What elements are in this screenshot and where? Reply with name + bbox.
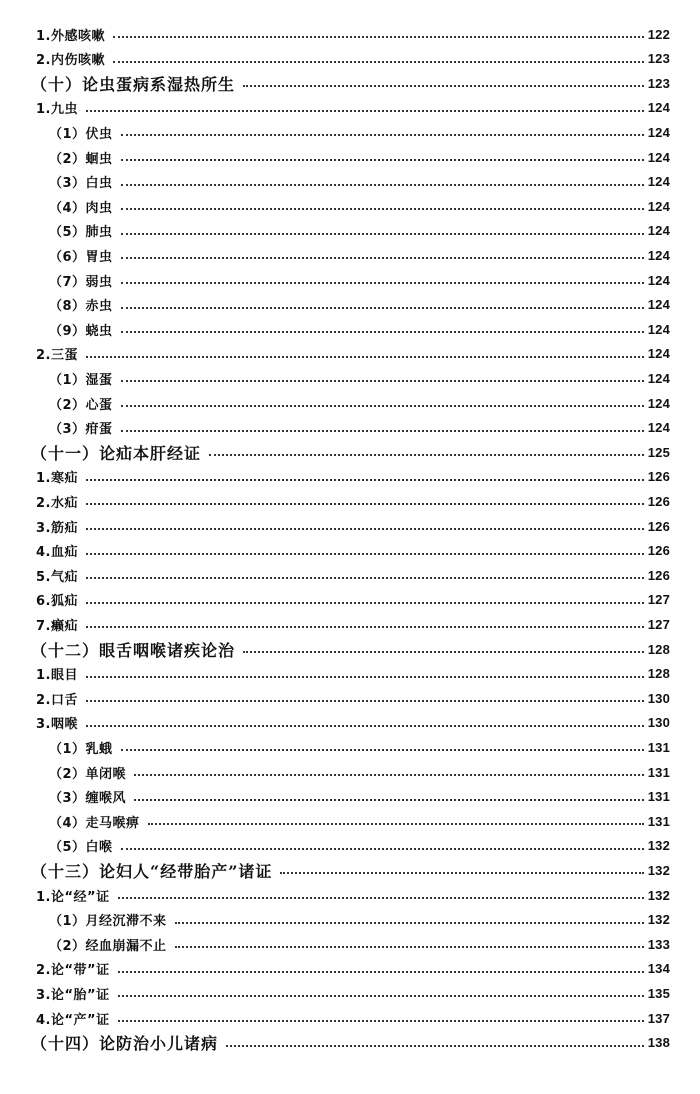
toc-entry	[0, 539, 700, 563]
toc-page-number: 132	[647, 912, 670, 928]
toc-entry	[0, 170, 700, 194]
dot-leader	[121, 749, 644, 751]
toc-entry-title: （7）弱虫	[49, 274, 113, 290]
toc-page-number: 124	[647, 297, 670, 313]
toc-entry	[0, 612, 700, 636]
dot-leader	[121, 208, 644, 210]
toc-page-number: 124	[647, 420, 670, 436]
toc-page-number: 124	[647, 346, 670, 362]
toc-entry-title: （6）胃虫	[49, 249, 113, 265]
toc-entry-title: （1）乳蛾	[49, 741, 113, 757]
toc-page-number: 124	[647, 149, 670, 165]
dot-leader	[113, 36, 644, 38]
toc-entry-title: （十三）论妇人“经带胎产”诸证	[31, 861, 273, 881]
dot-leader	[121, 380, 644, 382]
dot-leader	[86, 602, 644, 604]
toc-entry-title: （3）白虫	[49, 176, 113, 192]
toc-section-heading	[0, 71, 700, 95]
dot-leader	[134, 799, 644, 801]
toc-entry-title: 3.论“胎”证	[36, 987, 110, 1003]
toc-entry-title: （2）单闭喉	[49, 766, 127, 782]
dot-leader	[113, 61, 644, 63]
toc-entry-title: （5）肺虫	[49, 225, 113, 241]
toc-page-number: 128	[647, 666, 670, 682]
dot-leader	[121, 233, 644, 235]
toc-entry	[0, 1006, 700, 1030]
toc-entry	[0, 317, 700, 341]
toc-page-number: 124	[647, 100, 670, 116]
toc-entry-title: （2）心蛋	[49, 397, 113, 413]
toc-page-number: 124	[647, 198, 670, 214]
toc-page-number: 124	[647, 395, 670, 411]
toc-page-number: 127	[647, 616, 670, 632]
toc-entry-title: 6.狐疝	[36, 594, 78, 610]
dot-leader	[280, 872, 643, 874]
toc-page-number: 126	[647, 567, 670, 583]
toc-entry-title: 1.外感咳嗽	[36, 28, 105, 44]
toc-page-number: 133	[647, 936, 670, 952]
dot-leader	[118, 1020, 644, 1022]
toc-entry-title: （十）论虫蛋病系湿热所生	[31, 74, 236, 94]
toc-page-number: 122	[647, 26, 670, 42]
toc-entry	[0, 22, 700, 46]
dot-leader	[86, 577, 644, 579]
toc-page-number: 124	[647, 272, 670, 288]
toc-entry	[0, 293, 700, 317]
toc-page-number: 126	[647, 493, 670, 509]
toc-entry	[0, 120, 700, 144]
toc-page-number: 130	[647, 715, 670, 731]
toc-entry	[0, 760, 700, 784]
dot-leader	[121, 848, 644, 850]
toc-page-number: 130	[647, 690, 670, 706]
toc-entry-title: （3）缠喉风	[49, 791, 127, 807]
toc-page-number: 132	[647, 862, 670, 878]
dot-leader	[226, 1045, 644, 1047]
toc-entry	[0, 342, 700, 366]
toc-entry	[0, 489, 700, 513]
dot-leader	[86, 700, 644, 702]
dot-leader	[118, 897, 644, 899]
dot-leader	[175, 946, 644, 948]
dot-leader	[134, 774, 644, 776]
toc-page-number: 124	[647, 124, 670, 140]
toc-entry-title: 2.内伤咳嗽	[36, 53, 105, 69]
toc-entry-title: 3.筋疝	[36, 520, 78, 536]
toc-entry-title: 1.眼目	[36, 668, 78, 684]
toc-entry-title: 1.论“经”证	[36, 889, 110, 905]
toc-section-heading	[0, 858, 700, 882]
toc-entry	[0, 981, 700, 1005]
toc-entry-title: （2）蛔虫	[49, 151, 113, 167]
dot-leader	[243, 85, 644, 87]
toc-entry-title: 2.论“带”证	[36, 963, 110, 979]
dot-leader	[86, 528, 644, 530]
toc-entry-title: （2）经血崩漏不止	[49, 938, 167, 954]
toc-entry	[0, 563, 700, 587]
toc-entry	[0, 809, 700, 833]
toc-entry-title: 2.水疝	[36, 495, 78, 511]
toc-entry	[0, 219, 700, 243]
dot-leader	[86, 110, 644, 112]
dot-leader	[121, 257, 644, 259]
dot-leader	[121, 331, 644, 333]
toc-entry-title: （8）赤虫	[49, 299, 113, 315]
toc-entry-title: （4）肉虫	[49, 200, 113, 216]
toc-entry	[0, 883, 700, 907]
toc-entry	[0, 686, 700, 710]
toc-entry	[0, 194, 700, 218]
toc-page-number: 132	[647, 838, 670, 854]
toc-entry	[0, 662, 700, 686]
dot-leader	[243, 651, 644, 653]
dot-leader	[86, 626, 644, 628]
toc-page-number: 128	[647, 641, 670, 657]
dot-leader	[121, 184, 644, 186]
toc-entry-title: （1）月经沉滞不来	[49, 914, 167, 930]
toc-page-number: 124	[647, 223, 670, 239]
toc-entry	[0, 465, 700, 489]
toc-page-number: 131	[647, 764, 670, 780]
toc-section-heading	[0, 637, 700, 661]
dot-leader	[121, 430, 644, 432]
toc-entry	[0, 957, 700, 981]
toc-entry	[0, 711, 700, 735]
toc-page-number: 126	[647, 469, 670, 485]
toc-entry-title: 2.三蛋	[36, 348, 78, 364]
toc-page-number: 124	[647, 370, 670, 386]
toc-entry-title: （1）伏虫	[49, 126, 113, 142]
toc-page-number: 138	[647, 1035, 670, 1051]
dot-leader	[121, 307, 644, 309]
toc-page-number: 131	[647, 739, 670, 755]
toc-page-number: 135	[647, 985, 670, 1001]
toc-entry-title: 3.咽喉	[36, 717, 78, 733]
dot-leader	[86, 553, 644, 555]
toc-page-number: 124	[647, 174, 670, 190]
toc-page-number: 132	[647, 887, 670, 903]
toc-entry	[0, 834, 700, 858]
toc-page-number: 127	[647, 592, 670, 608]
dot-leader	[209, 454, 644, 456]
dot-leader	[121, 134, 644, 136]
dot-leader	[118, 995, 644, 997]
toc-entry	[0, 47, 700, 71]
toc-entry-title: 1.九虫	[36, 102, 78, 118]
toc-entry-title: （4）走马喉痹	[49, 815, 140, 831]
toc-entry	[0, 96, 700, 120]
toc-page-number: 137	[647, 1010, 670, 1026]
toc-entry-title: 4.论“产”证	[36, 1012, 110, 1028]
dot-leader	[86, 356, 644, 358]
toc-entry	[0, 391, 700, 415]
toc-entry	[0, 932, 700, 956]
toc-page-number: 125	[647, 444, 670, 460]
toc-section-heading	[0, 440, 700, 464]
toc-page-number: 131	[647, 813, 670, 829]
dot-leader	[86, 676, 644, 678]
toc-entry	[0, 366, 700, 390]
dot-leader	[121, 405, 644, 407]
toc-entry	[0, 514, 700, 538]
dot-leader	[86, 725, 644, 727]
dot-leader	[121, 282, 644, 284]
toc-page-number: 123	[647, 51, 670, 67]
dot-leader	[148, 823, 644, 825]
dot-leader	[86, 503, 644, 505]
toc-entry-title: （十一）论疝本肝经证	[31, 443, 202, 463]
toc-entry-title: （十四）论防治小儿诸病	[31, 1034, 219, 1054]
toc-entry-title: 2.口舌	[36, 692, 78, 708]
toc-entry-title: 1.寒疝	[36, 471, 78, 487]
toc-page-number: 131	[647, 789, 670, 805]
toc-entry-title: （1）湿蛋	[49, 372, 113, 388]
toc-page-number: 124	[647, 247, 670, 263]
toc-entry	[0, 908, 700, 932]
toc-page-number: 123	[647, 75, 670, 91]
toc-section-heading	[0, 1031, 700, 1055]
dot-leader	[86, 479, 644, 481]
dot-leader	[121, 159, 644, 161]
toc-entry-title: 5.气疝	[36, 569, 78, 585]
toc-entry-title: 4.血疝	[36, 545, 78, 561]
dot-leader	[175, 922, 644, 924]
toc-page-number: 124	[647, 321, 670, 337]
toc-entry-title: 7.癞疝	[36, 618, 78, 634]
toc-entry-title: （5）白喉	[49, 840, 113, 856]
toc-page-number: 134	[647, 961, 670, 977]
toc-entry	[0, 243, 700, 267]
toc-entry	[0, 145, 700, 169]
toc-page-number: 126	[647, 518, 670, 534]
toc-entry	[0, 588, 700, 612]
toc-entry	[0, 735, 700, 759]
toc-entry	[0, 268, 700, 292]
toc-entry-title: （9）蛲虫	[49, 323, 113, 339]
toc-page-number: 126	[647, 543, 670, 559]
toc-entry	[0, 416, 700, 440]
toc-entry-title: （十二）眼舌咽喉诸疾论治	[31, 640, 236, 660]
dot-leader	[118, 971, 644, 973]
toc-entry-title: （3）疳蛋	[49, 422, 113, 438]
toc-entry	[0, 785, 700, 809]
